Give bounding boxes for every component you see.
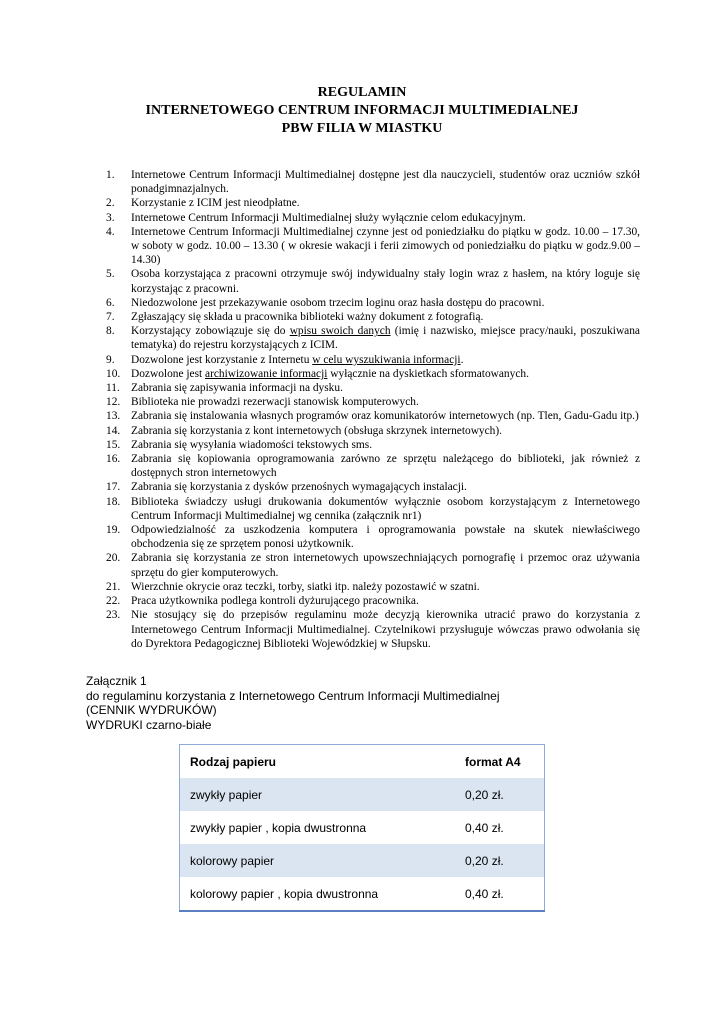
title-line-1: REGULAMIN <box>317 85 407 100</box>
rule-item <box>106 495 640 523</box>
rule-text: Biblioteka świadczy usługi drukowania dokumentów wyłącznie osobom korzystającym z Internetowego Centrum Informacji Multimedialnej wg cennika (załącznik nr1) <box>131 495 640 522</box>
table-cell-paper: kolorowy papier , kopia dwustronna <box>190 886 379 901</box>
rule-text: Zabrania się kopiowania oprogramowania zarówno ze sprzętu należącego do biblioteki, jak również z dostępnych stron internetowych <box>131 453 640 480</box>
rule-number: 3. <box>106 211 115 224</box>
table-row <box>180 811 545 844</box>
rule-text: Zabrania się korzystania ze stron internetowych upowszechniających pornografię i przemoc oraz używania sprzętu do gier komputerowych. <box>131 552 640 579</box>
title-line-3: PBW FILIA W MIASTKU <box>281 121 443 136</box>
rule-text: Osoba korzystająca z pracowni otrzymuje swój indywidualny stały login wraz z hasłem, na który loguje się korzystając z pracowni. <box>131 268 640 295</box>
table-row <box>180 844 545 877</box>
rule-text-part: Dozwolone jest <box>131 367 206 380</box>
rule-item <box>106 594 640 608</box>
rule-number: 5. <box>106 268 115 281</box>
rule-text-part: wyłącznie na dyskietkach sformatowanych. <box>327 367 529 380</box>
annex <box>86 674 686 732</box>
rule-text: Zabrania się korzystania z dysków przenośnych wymagających instalacji. <box>131 481 467 494</box>
rule-number: 21. <box>106 580 121 593</box>
rule-item <box>106 580 640 594</box>
rule-text: Korzystanie z ICIM jest nieodpłatne. <box>131 197 300 210</box>
rule-text <box>131 368 529 380</box>
rule-item <box>106 438 640 452</box>
annex-print-type: WYDRUKI czarno-białe <box>86 717 212 732</box>
rule-item <box>106 480 640 494</box>
rule-underlined-phrase: archiwizowanie informacji <box>205 367 328 380</box>
rule-item <box>106 225 640 268</box>
rule-item <box>106 409 640 423</box>
rule-number: 12. <box>106 396 121 409</box>
rule-number: 20. <box>106 552 121 565</box>
table-cell-paper: kolorowy papier <box>190 853 275 868</box>
table-cell-paper: zwykły papier , kopia dwustronna <box>190 820 367 835</box>
rule-item <box>106 211 640 225</box>
rule-text: Zabrania się zapisywania informacji na dysku. <box>131 382 343 395</box>
rule-item <box>106 324 640 352</box>
rule-text-part: (imię i nazwisko, miejsce pracy/nauki, poszukiwana tematyka) do rejestru korzystających z ICIM. <box>131 325 640 352</box>
rule-item <box>106 353 640 367</box>
table-row <box>180 778 545 811</box>
annex-subtitle: do regulaminu korzystania z Internetowego Centrum Informacji Multimedialnej <box>86 688 500 703</box>
rule-text: Nie stosujący się do przepisów regulaminu może decyzją kierownika utracić prawo do korzystania z Internetowego Centrum Informacji Multimedialnej. Czytelnikowi przysługuje wówczas prawo odwołania się do Dyrektora Pedagogicznej Biblioteki Wojewódzkiej w Słupsku. <box>131 609 640 650</box>
rule-number: 4. <box>106 225 115 238</box>
rule-text: Internetowe Centrum Informacji Multimedialnej dostępne jest dla nauczycieli, studentów oraz uczniów szkół ponadgimnazjalnych. <box>131 169 640 196</box>
rule-number: 23. <box>106 609 121 622</box>
rule-text: Niedozwolone jest przekazywanie osobom trzecim loginu oraz hasła dostępu do pracowni. <box>131 296 545 309</box>
rule-text: Odpowiedzialność za uszkodzenia komputera i oprogramowania powstałe na skutek niewłaściwego obchodzenia się ze sprzętem ponosi użytkownik. <box>131 524 640 551</box>
rule-number: 8. <box>106 325 115 338</box>
rule-number: 15. <box>106 438 121 451</box>
rule-text: Biblioteka nie prowadzi rezerwacji stanowisk komputerowych. <box>131 396 419 409</box>
rule-text: Wierzchnie okrycie oraz teczki, torby, siatki itp. należy pozostawić w szatni. <box>131 580 480 593</box>
rule-number: 18. <box>106 495 121 508</box>
rule-underlined-phrase: w celu wyszukiwania informacji <box>312 353 461 366</box>
document-title <box>0 84 724 138</box>
rule-text-part: . <box>460 353 464 366</box>
title-line-2: INTERNETOWEGO CENTRUM INFORMACJI MULTIMEDIALNEJ <box>145 103 579 118</box>
rule-text: Zabrania się instalowania własnych programów oraz komunikatorów internetowych (np. Tlen, Gadu-Gadu itp.) <box>131 410 639 423</box>
rule-text <box>131 325 640 351</box>
table-cell-price: 0,40 zł. <box>465 886 504 901</box>
rules-list <box>106 168 640 651</box>
rule-number: 14. <box>106 424 121 437</box>
rule-text <box>131 354 463 366</box>
table-header-format: format A4 <box>465 754 521 769</box>
table-cell-price: 0,20 zł. <box>465 787 504 802</box>
rule-number: 6. <box>106 296 115 309</box>
rule-item <box>106 168 640 196</box>
rule-item <box>106 452 640 480</box>
rule-number: 19. <box>106 524 121 537</box>
table-cell-price: 0,40 zł. <box>465 820 504 835</box>
rule-number: 10. <box>106 367 121 380</box>
rule-item <box>106 424 640 438</box>
rule-number: 1. <box>106 169 115 181</box>
rule-number: 9. <box>106 353 115 366</box>
rule-item <box>106 196 640 210</box>
rule-text-part: Dozwolone jest korzystanie z Internetu <box>131 353 313 366</box>
table-row <box>180 877 545 911</box>
rule-number: 22. <box>106 595 121 608</box>
table-header-paper-type: Rodzaj papieru <box>190 754 277 769</box>
rule-number: 2. <box>106 197 115 210</box>
rule-number: 11. <box>106 382 120 395</box>
rule-text-part: Korzystający zobowiązuje się do <box>131 325 290 338</box>
table-header-row <box>180 745 545 779</box>
table-cell-price: 0,20 zł. <box>465 853 504 868</box>
rule-number: 17. <box>106 481 121 494</box>
rule-item <box>106 523 640 551</box>
rule-text: Internetowe Centrum Informacji Multimedialnej czynne jest od poniedziałku do piątku w godz. 10.00 – 17.30, w soboty w godz. 10.00 – 13.30 ( w okresie wakacji i ferii zimowych od poniedziałku do piątku w godz.9.00 – 14.30) <box>131 225 640 267</box>
rule-number: 13. <box>106 410 121 423</box>
rule-item <box>106 367 640 381</box>
rule-number: 16. <box>106 453 121 466</box>
rule-text: Zabrania się korzystania z kont internetowych (obsługa skrzynek internetowych). <box>131 424 503 437</box>
rule-number: 7. <box>106 311 115 324</box>
rule-text: Praca użytkownika podlega kontroli dyżurującego pracownika. <box>131 595 419 608</box>
rule-item <box>106 608 640 651</box>
rule-item <box>106 296 640 310</box>
rule-item <box>106 381 640 395</box>
rule-item <box>106 395 640 409</box>
rule-item <box>106 310 640 324</box>
rule-underlined-phrase: wpisu swoich danych <box>289 325 391 338</box>
rule-text: Zgłaszający się składa u pracownika biblioteki ważny dokument z fotografią. <box>131 311 484 324</box>
rule-text: Zabrania się wysyłania wiadomości tekstowych sms. <box>131 438 373 451</box>
rule-text: Internetowe Centrum Informacji Multimedialnej służy wyłącznie celom edukacyjnym. <box>131 211 526 224</box>
annex-label: Załącznik 1 <box>86 674 147 688</box>
annex-price-list-label: (CENNIK WYDRUKÓW) <box>86 703 217 717</box>
price-table <box>179 744 545 912</box>
rule-item <box>106 267 640 295</box>
table-cell-paper: zwykły papier <box>190 787 263 802</box>
rule-item <box>106 551 640 579</box>
